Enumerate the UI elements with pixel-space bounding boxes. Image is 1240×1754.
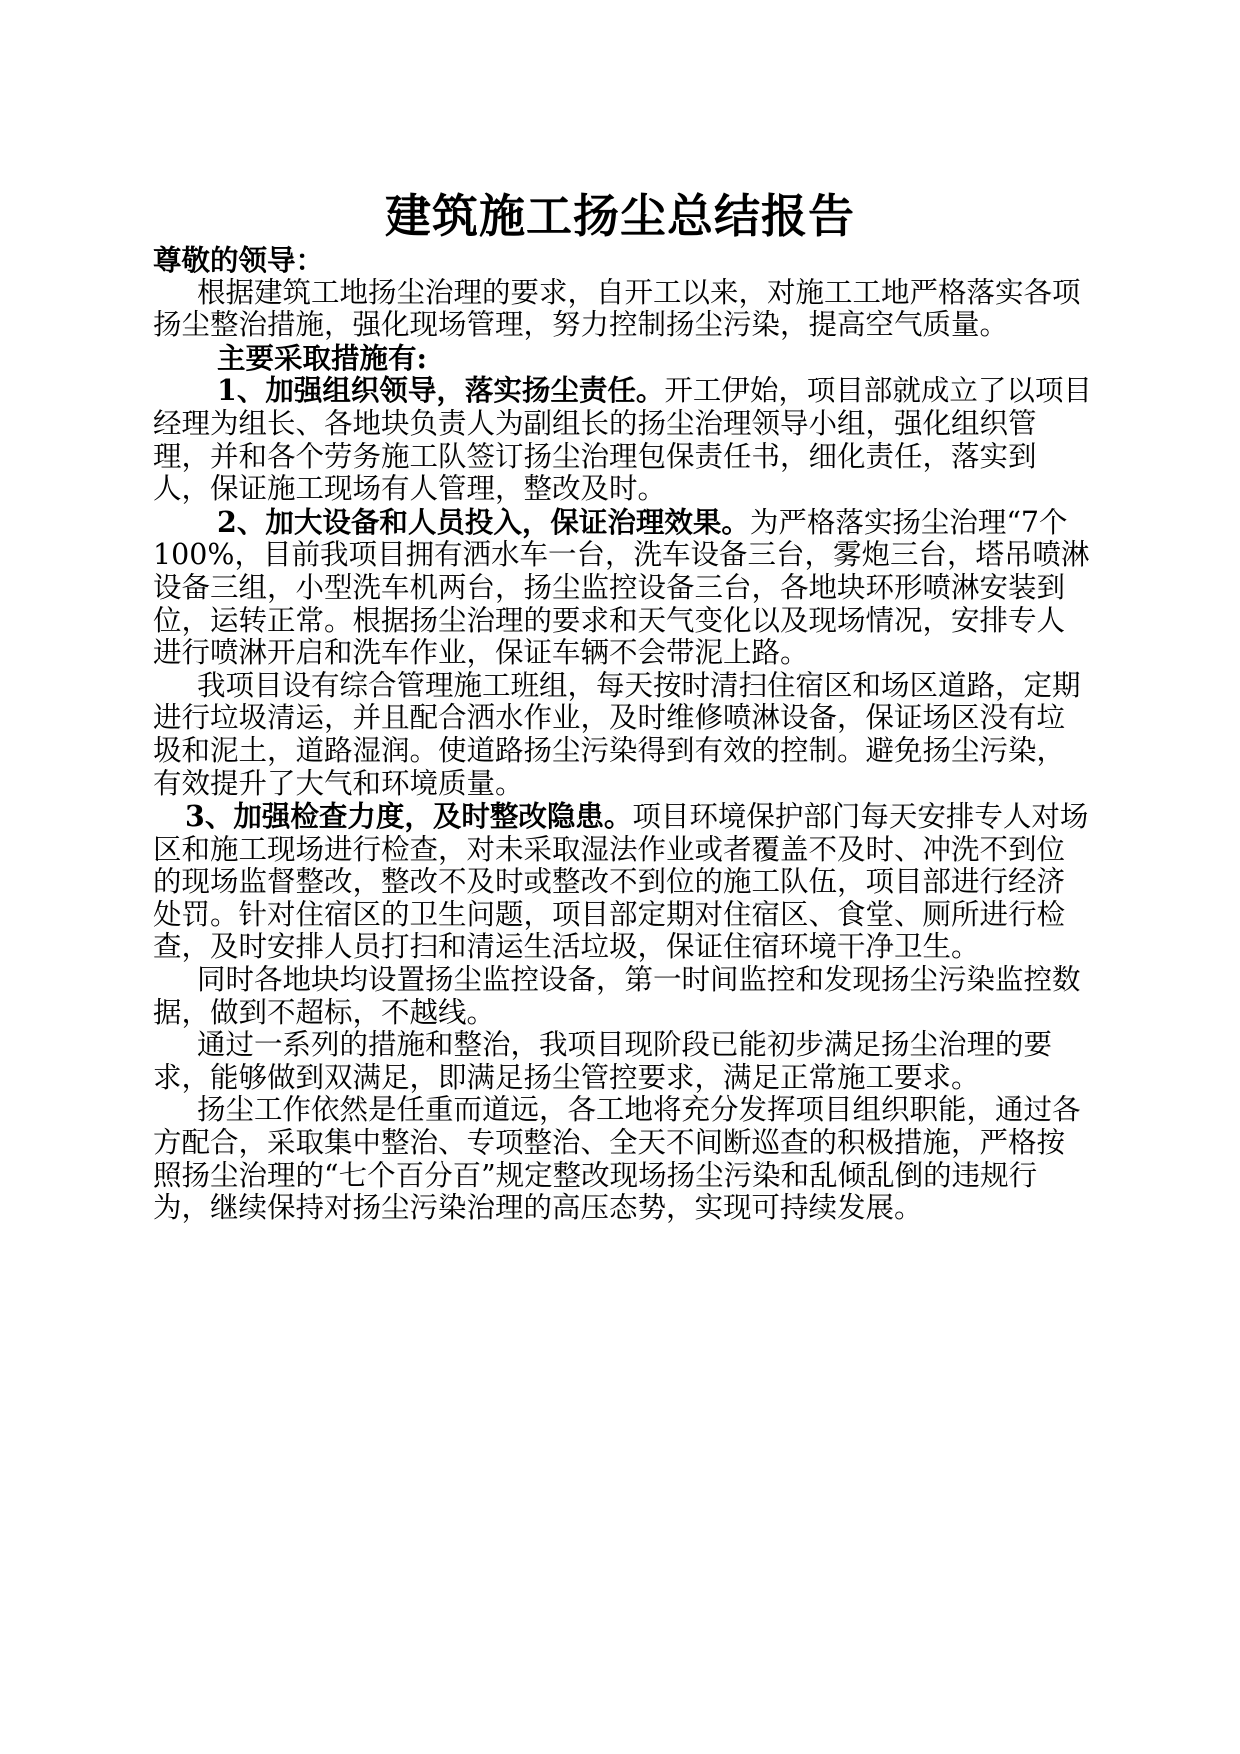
measure-3-heading: 3、加强检查力度，及时整改隐患。 [185,799,633,834]
measure-3-paragraph [153,800,1093,964]
measure-1-text: 开工伊始，项目部就成立了以项目经理为组长、各地块负责人为副组长的扬尘治理领导小组，强化组织管理，并和各个劳务施工队签订扬尘治理包保责任书，细化责任，落实到人，保证施工现场有人管理，整改及时。 [153,374,1092,506]
salutation: 尊敬的领导： [153,243,325,277]
monitoring-paragraph: 同时各地块均设置扬尘监控设备，第一时间监控和发现扬尘污染监控数据，做到不超标，不越线。 [153,963,1081,1029]
measure-1-heading: 1、加强组织领导，落实扬尘责任。 [217,373,665,408]
measure-2-heading: 2、加大设备和人员投入，保证治理效果。 [217,504,750,539]
measure-1-paragraph [153,374,1093,505]
measure-2-paragraph [153,506,1093,670]
measure-2-text: 为严格落实扬尘治理“7个100%，目前我项目拥有洒水车一台，洗车设备三台，雾炮三台，塔吊喷淋设备三组，小型洗车机两台，扬尘监控设备三台，各地块环形喷淋安装到位，运转正常。根据扬尘治理的要求和天气变化以及现场情况，安排专人进行喷淋开启和洗车作业，保证车辆不会带泥上路。 [153,505,1090,670]
intro-paragraph: 根据建筑工地扬尘治理的要求，自开工以来，对施工工地严格落实各项扬尘整治措施，强化现场管理，努力控制扬尘污染，提高空气质量。 [153,275,1081,342]
cleaning-paragraph: 我项目设有综合管理施工班组，每天按时清扫住宿区和场区道路，定期进行垃圾清运，并且配合洒水作业，及时维修喷淋设备，保证场区没有垃圾和泥土，道路湿润。使道路扬尘污染得到有效的控制。避免扬尘污染，有效提升了大气和环境质量。 [153,668,1081,800]
document-body [153,244,1093,1225]
measures-heading: 主要采取措施有: [217,340,428,375]
measure-3-text: 项目环境保护部门每天安排专人对场区和施工现场进行检查，对未采取湿法作业或者覆盖不及时、冲洗不到位的现场监督整改，整改不及时或整改不到位的施工队伍，项目部进行经济处罚。针对住宿区的卫生问题，项目部定期对住宿区、食堂、厕所进行检查，及时安排人员打扫和清运生活垃圾，保证住宿环境干净卫生。 [153,800,1089,964]
result-paragraph: 通过一系列的措施和整治，我项目现阶段已能初步满足扬尘治理的要求，能够做到双满足，即满足扬尘管控要求，满足正常施工要求。 [153,1028,1053,1094]
outlook-paragraph: 扬尘工作依然是任重而道远，各工地将充分发挥项目组织职能，通过各方配合，采取集中整治、专项整治、全天不间断巡查的积极措施，严格按照扬尘治理的“七个百分百”规定整改现场扬尘污染和乱倾乱倒的违规行为，继续保持对扬尘污染治理的高压态势，实现可持续发展。 [153,1093,1081,1225]
document-title: 建筑施工扬尘总结报告 [385,189,855,243]
